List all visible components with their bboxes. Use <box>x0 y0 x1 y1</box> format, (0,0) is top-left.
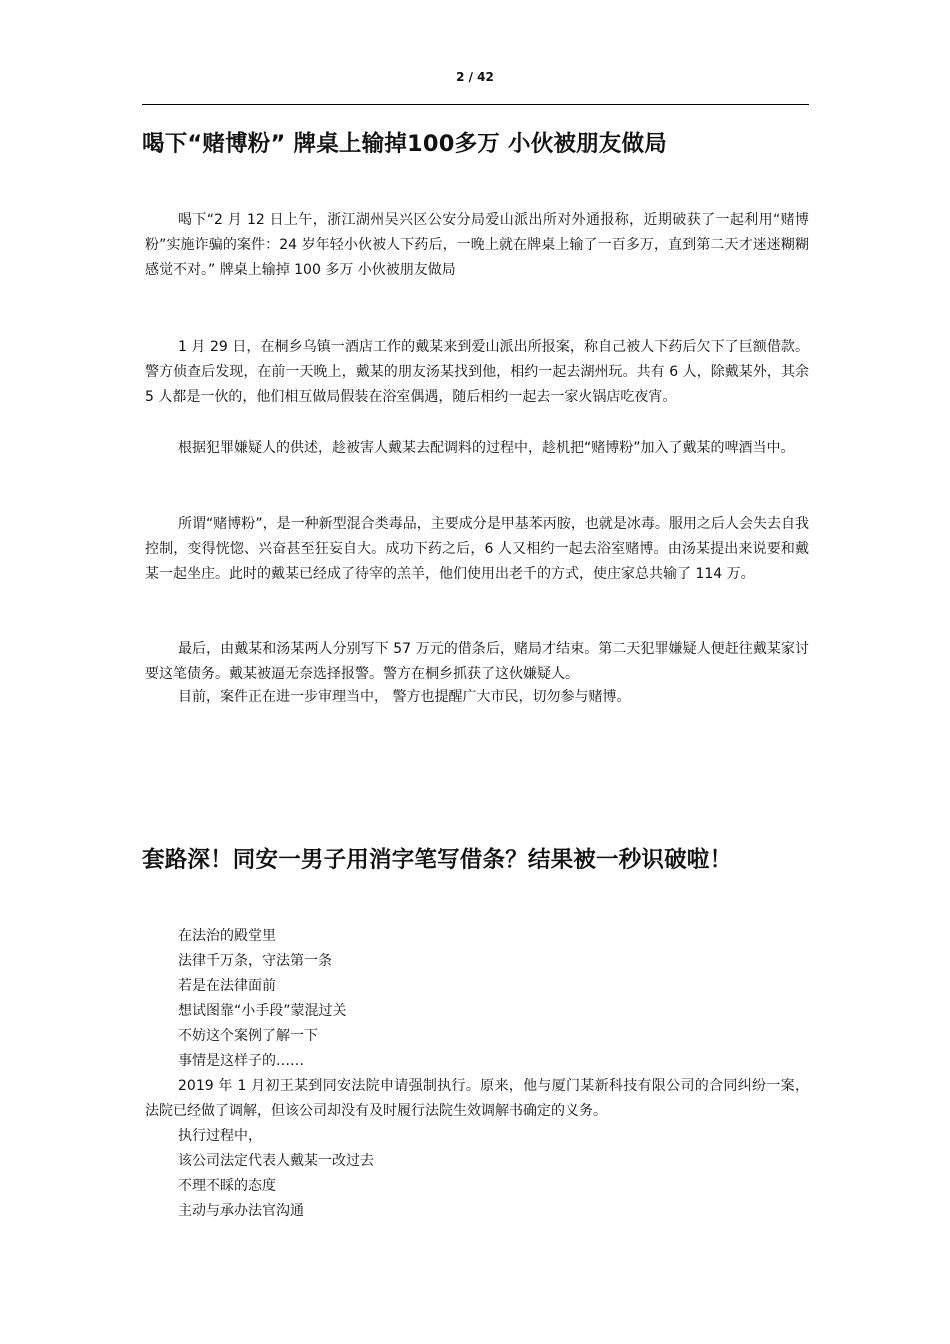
article2-line: 不妨这个案例了解一下 <box>178 1028 318 1044</box>
article1-paragraph-1: 喝下“2 月 12 日上午，浙江湖州吴兴区公安分局爱山派出所对外通报称，近期破获了一起利用“赌博粉”实施诈骗的案件：24 岁年轻小伙被人下药后，一晚上就在牌桌上输了一百多万，直到第二天才迷迷糊糊感觉不对。” 牌桌上输掉 100 多万 小伙被朋友做局 <box>145 212 809 278</box>
article2-line: 法律千万条，守法第一条 <box>178 953 332 969</box>
article2-title: 套路深！同安一男子用消字笔写借条？结果被一秒识破啦！ <box>142 847 733 873</box>
article1-paragraph-4: 所谓“赌博粉”，是一种新型混合类毒品，主要成分是甲基苯丙胺，也就是冰毒。服用之后人会失去自我控制，变得恍惚、兴奋甚至狂妄自大。成功下药之后，6 人又相约一起去浴室赌博。由汤某提出来说要和戴某一起坐庄。此时的戴某已经成了待宰的羔羊，他们使用出老千的方式，使庄家总共输了 114 万。 <box>145 516 809 582</box>
article1-paragraph-2: 1 月 29 日，在桐乡乌镇一酒店工作的戴某来到爱山派出所报案，称自己被人下药后欠下了巨额借款。警方侦查后发现，在前一天晚上，戴某的朋友汤某找到他，相约一起去湖州玩。共有 6 人，除戴某外，其余 5 人都是一伙的，他们相互做局假装在浴室偶遇，随后相约一起去一家火锅店吃夜宵。 <box>145 339 809 405</box>
header-rule <box>142 104 809 105</box>
page-number: 2 / 42 <box>456 70 494 84</box>
article2-line: 若是在法律面前 <box>178 978 276 994</box>
article2-line: 在法治的殿堂里 <box>178 928 276 944</box>
article1-paragraph-3: 根据犯罪嫌疑人的供述，趁被害人戴某去配调料的过程中，趁机把“赌博粉”加入了戴某的啤酒当中。 <box>178 440 795 456</box>
article1-paragraph-6: 目前，案件正在进一步审理当中， 警方也提醒广大市民，切勿参与赌博。 <box>178 689 631 705</box>
article2-line: 想试图靠“小手段”蒙混过关 <box>178 1003 347 1019</box>
article2-line: 执行过程中， <box>178 1128 262 1144</box>
article1-paragraph-5: 最后，由戴某和汤某两人分别写下 57 万元的借条后，赌局才结束。第二天犯罪嫌疑人便赶往戴某家讨要这笔债务。戴某被逼无奈选择报警。警方在桐乡抓获了这伙嫌疑人。 <box>145 641 809 682</box>
article1-title: 喝下“赌博粉” 牌桌上输掉100多万 小伙被朋友做局 <box>142 131 667 157</box>
article2-line: 主动与承办法官沟通 <box>178 1203 304 1219</box>
article2-line: 该公司法定代表人戴某一改过去 <box>178 1153 374 1169</box>
article2-line: 事情是这样子的…… <box>178 1053 304 1069</box>
article2-paragraph: 2019 年 1 月初王某到同安法院申请强制执行。原来，他与厦门某新科技有限公司的合同纠纷一案，法院已经做了调解，但该公司却没有及时履行法院生效调解书确定的义务。 <box>145 1078 809 1119</box>
article2-line: 不理不睬的态度 <box>178 1178 276 1194</box>
